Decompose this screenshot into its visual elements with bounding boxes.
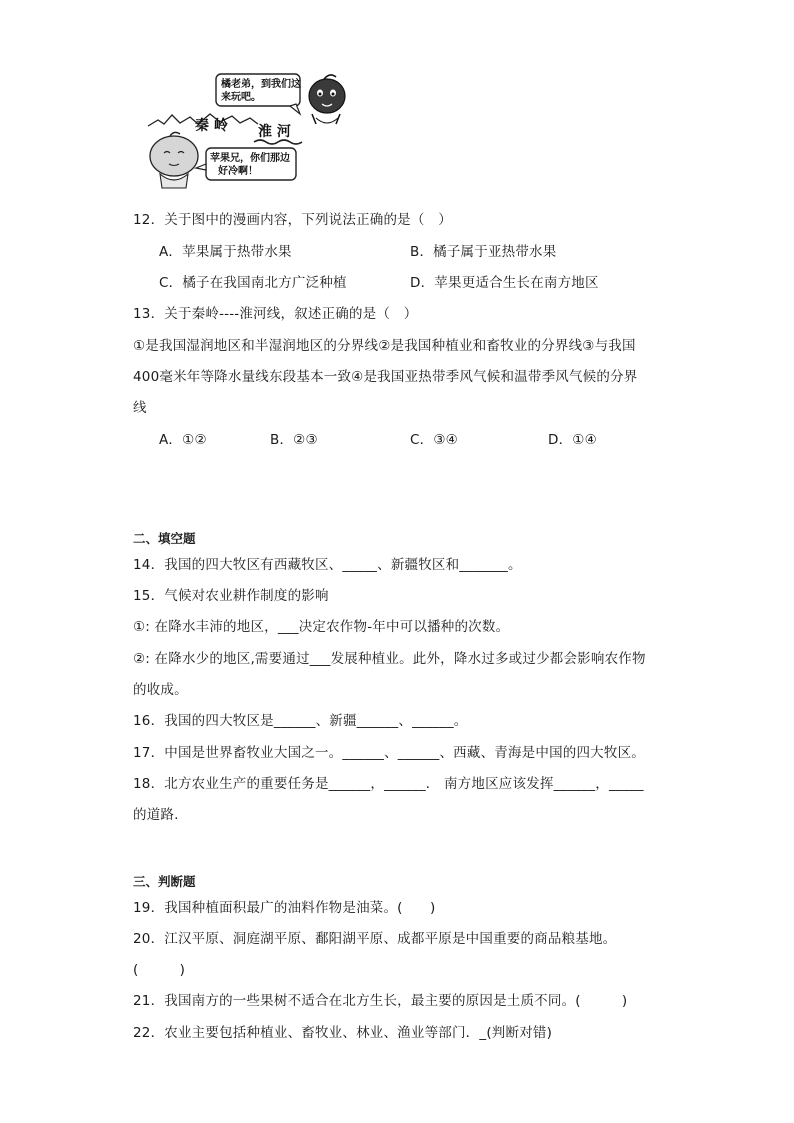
q12-option-d: D．苹果更适合生长在南方地区 <box>410 275 599 291</box>
q13-statement-line2: 400毫米年等降水量线东段基本一致④是我国亚热带季风气候和温带季风气候的分界 <box>133 369 638 385</box>
q22: 22．农业主要包括种植业、畜牧业、林业、渔业等部门．_(判断对错) <box>133 1025 553 1041</box>
q15: 15．气候对农业耕作制度的影响 <box>133 588 329 604</box>
q12-option-c: C．橘子在我国南北方广泛种植 <box>159 275 347 291</box>
q13-statement-line3: 线 <box>133 400 147 416</box>
q18-line1: 18．北方农业生产的重要任务是______，______． 南方地区应该发挥______，_____ <box>133 776 644 792</box>
q12-stem: 12．关于图中的漫画内容，下列说法正确的是（ ） <box>133 212 452 228</box>
q14: 14．我国的四大牧区有西藏牧区、_____、新疆牧区和_______。 <box>133 557 522 573</box>
q21: 21．我国南方的一些果树不适合在北方生长，最主要的原因是土质不同。( ) <box>133 993 628 1009</box>
section-title-true-false: 三、判断题 <box>133 874 196 889</box>
q20-line2: ( ) <box>133 962 186 978</box>
q13-stem: 13．关于秦岭----淮河线，叙述正确的是（ ） <box>133 306 418 322</box>
orange-speech-bubble <box>216 74 301 114</box>
q12-option-b: B．橘子属于亚热带水果 <box>410 244 557 260</box>
qinling-huaihe-cartoon <box>140 68 370 198</box>
q17: 17．中国是世界畜牧业大国之一。______、______、西藏、青海是中国的四大牧区。 <box>133 745 645 761</box>
huaihe-label: 淮 河 <box>258 124 291 140</box>
q15-item2-line2: 的收成。 <box>133 682 188 698</box>
q19: 19．我国种植面积最广的油料作物是油菜。( ) <box>133 900 436 916</box>
q13-option-a: A．①② <box>159 432 207 448</box>
q16: 16．我国的四大牧区是______、新疆______、______。 <box>133 713 468 729</box>
orange-character-icon <box>309 75 345 124</box>
q13-option-b: B．②③ <box>270 432 318 448</box>
q13-statement-line1: ①是我国湿润地区和半湿润地区的分界线②是我国种植业和畜牧业的分界线③与我国 <box>133 338 636 354</box>
q20-line1: 20．江汉平原、洞庭湖平原、鄱阳湖平原、成都平原是中国重要的商品粮基地。 <box>133 931 617 947</box>
q15-item2-line1: ②: 在降水少的地区,需要通过___发展种植业。此外，降水过多或过少都会影响农作物 <box>133 651 646 667</box>
q13-option-c: C．③④ <box>410 432 458 448</box>
orange-speech-line1: 橘老弟，到我们这 <box>221 79 301 90</box>
q13-option-d: D．①④ <box>548 432 597 448</box>
orange-speech-line2: 来玩吧。 <box>221 92 261 103</box>
q15-item1: ①: 在降水丰沛的地区，___决定农作物-年中可以播种的次数。 <box>133 619 510 635</box>
apple-character-icon <box>150 132 198 188</box>
apple-speech-bubble <box>196 148 296 180</box>
q18-line2: 的道路. <box>133 807 179 823</box>
q12-option-a: A．苹果属于热带水果 <box>159 244 292 260</box>
qinling-label: 秦 岭 <box>195 118 228 134</box>
apple-speech-line2: 好冷啊！ <box>218 166 258 177</box>
apple-speech-line1: 苹果兄，你们那边 <box>210 153 290 164</box>
section-title-fill-blank: 二、填空题 <box>133 531 196 546</box>
